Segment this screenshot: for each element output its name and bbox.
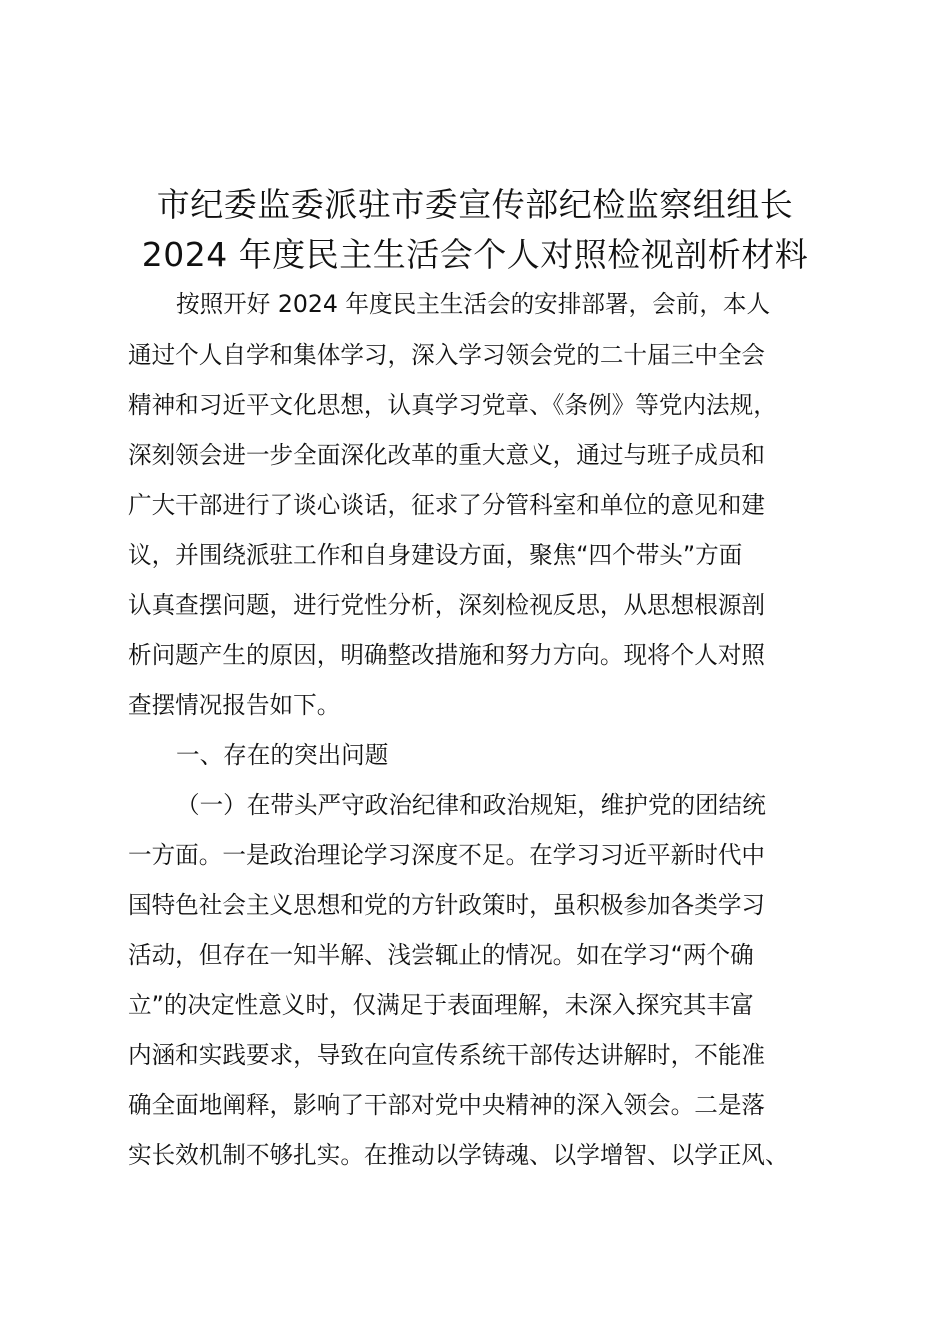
body-line: 深刻领会进一步全面深化改革的重大意义，通过与班子成员和 (128, 441, 766, 469)
body-line: 议，并围绕派驻工作和自身建设方面，聚焦“四个带头”方面 (128, 541, 743, 569)
document-title-line-1: 市纪委监委派驻市委宣传部纪检监察组组长 (156, 185, 794, 224)
body-line: 内涵和实践要求，导致在向宣传系统干部传达讲解时，不能准 (128, 1041, 766, 1069)
body-line: 认真查摆问题，进行党性分析，深刻检视反思，从思想根源剖 (128, 591, 766, 619)
body-line: 析问题产生的原因，明确整改措施和努力方向。现将个人对照 (128, 641, 766, 669)
body-line: 实长效机制不够扎实。在推动以学铸魂、以学增智、以学正风、 (128, 1141, 789, 1169)
body-line: 立”的决定性意义时，仅满足于表面理解，未深入探究其丰富 (128, 991, 754, 1019)
body-line: 国特色社会主义思想和党的方针政策时，虽积极参加各类学习 (128, 891, 766, 919)
body-line: 按照开好 2024 年度民主生活会的安排部署，会前，本人 (176, 290, 771, 318)
body-line: 查摆情况报告如下。 (128, 691, 341, 719)
body-line: 一方面。一是政治理论学习深度不足。在学习习近平新时代中 (128, 841, 766, 869)
body-line: 确全面地阐释，影响了干部对党中央精神的深入领会。二是落 (128, 1091, 766, 1119)
body-line: 活动，但存在一知半解、浅尝辄止的情况。如在学习“两个确 (128, 941, 754, 969)
body-line: （一）在带头严守政治纪律和政治规矩，维护党的团结统 (176, 791, 766, 819)
section-heading: 一、存在的突出问题 (176, 741, 389, 769)
body-line: 精神和习近平文化思想，认真学习党章、《条例》等党内法规， (128, 391, 777, 419)
body-line: 广大干部进行了谈心谈话，征求了分管科室和单位的意见和建 (128, 491, 766, 519)
document-title-line-2: 2024 年度民主生活会个人对照检视剖析材料 (141, 235, 809, 274)
body-line: 通过个人自学和集体学习，深入学习领会党的二十届三中全会 (128, 341, 766, 369)
